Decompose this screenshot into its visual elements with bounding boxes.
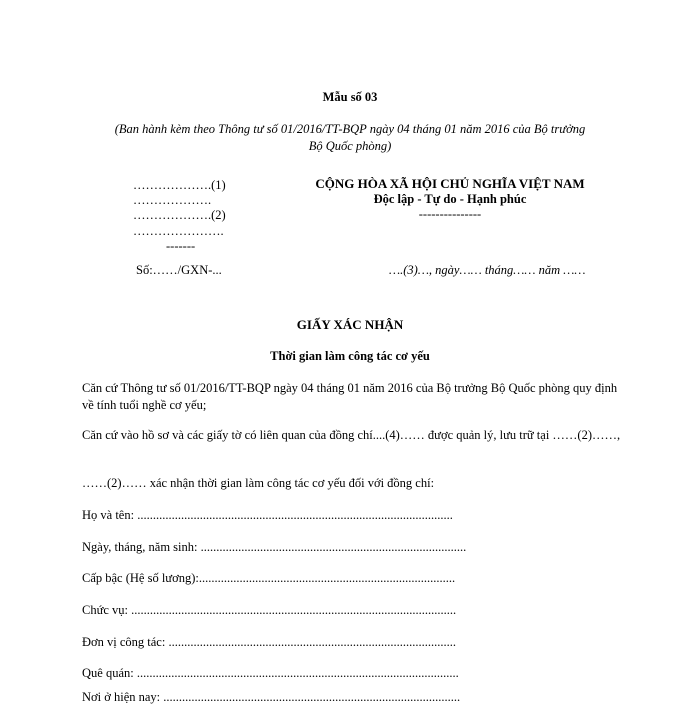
issuing-agency-line4: …………………. [133,224,224,238]
document-subtitle: Thời gian làm công tác cơ yếu [270,349,430,363]
document-number: Số:……/GXN-... [136,263,222,277]
issuing-agency-line2: ………………. [133,193,212,207]
paragraph-confirmation: ……(2)…… xác nhận thời gian làm công tác cơ yếu đối với đồng chí: [82,476,435,490]
issued-note-line2: Bộ Quốc phòng) [308,139,392,153]
field-date-of-birth: Ngày, tháng, năm sinh: ..................................................................................... [82,540,467,554]
issuing-agency-line3: ……………….(2) [133,208,226,222]
field-rank-salary: Cấp bậc (Hệ số lương):.................................................................................. [82,571,456,585]
place-date: ….(3)…, ngày…… tháng…… năm …… [389,263,586,277]
motto: Độc lập - Tự do - Hạnh phúc [373,192,527,206]
field-position: Chức vụ: ........................................................................................................ [82,603,457,617]
issued-note-line1: (Ban hành kèm theo Thông tư số 01/2016/TT-BQP ngày 04 tháng 01 năm 2016 của Bộ trưởng [114,122,586,136]
issuing-agency-line1: ……………….(1) [133,178,226,192]
form-number: Mẫu số 03 [322,90,378,104]
field-hometown: Quê quán: ....................................................................................................... [82,666,459,680]
field-work-unit: Đơn vị công tác: ............................................................................................ [82,635,456,649]
country-name: CỘNG HÒA XÃ HỘI CHỦ NGHĨA VIỆT NAM [315,176,585,191]
field-current-residence: Nơi ở hiện nay: ............................................................................................... [82,690,461,704]
paragraph-records-basis: Căn cứ vào hồ sơ và các giấy tờ có liên quan của đồng chí....(4)…… được quản lý, lưu trữ tại ……(2)……, [82,428,621,442]
document-title: GIẤY XÁC NHẬN [296,317,404,332]
field-full-name: Họ và tên: ..................................................................................................... [82,508,453,522]
left-divider: ------- [166,239,196,253]
paragraph-legal-basis: Căn cứ Thông tư số 01/2016/TT-BQP ngày 04 tháng 01 năm 2016 của Bộ trưởng Bộ Quốc phòng quy định về tính tuổi nghề cơ yếu; [82,381,618,412]
right-divider: --------------- [418,207,482,221]
